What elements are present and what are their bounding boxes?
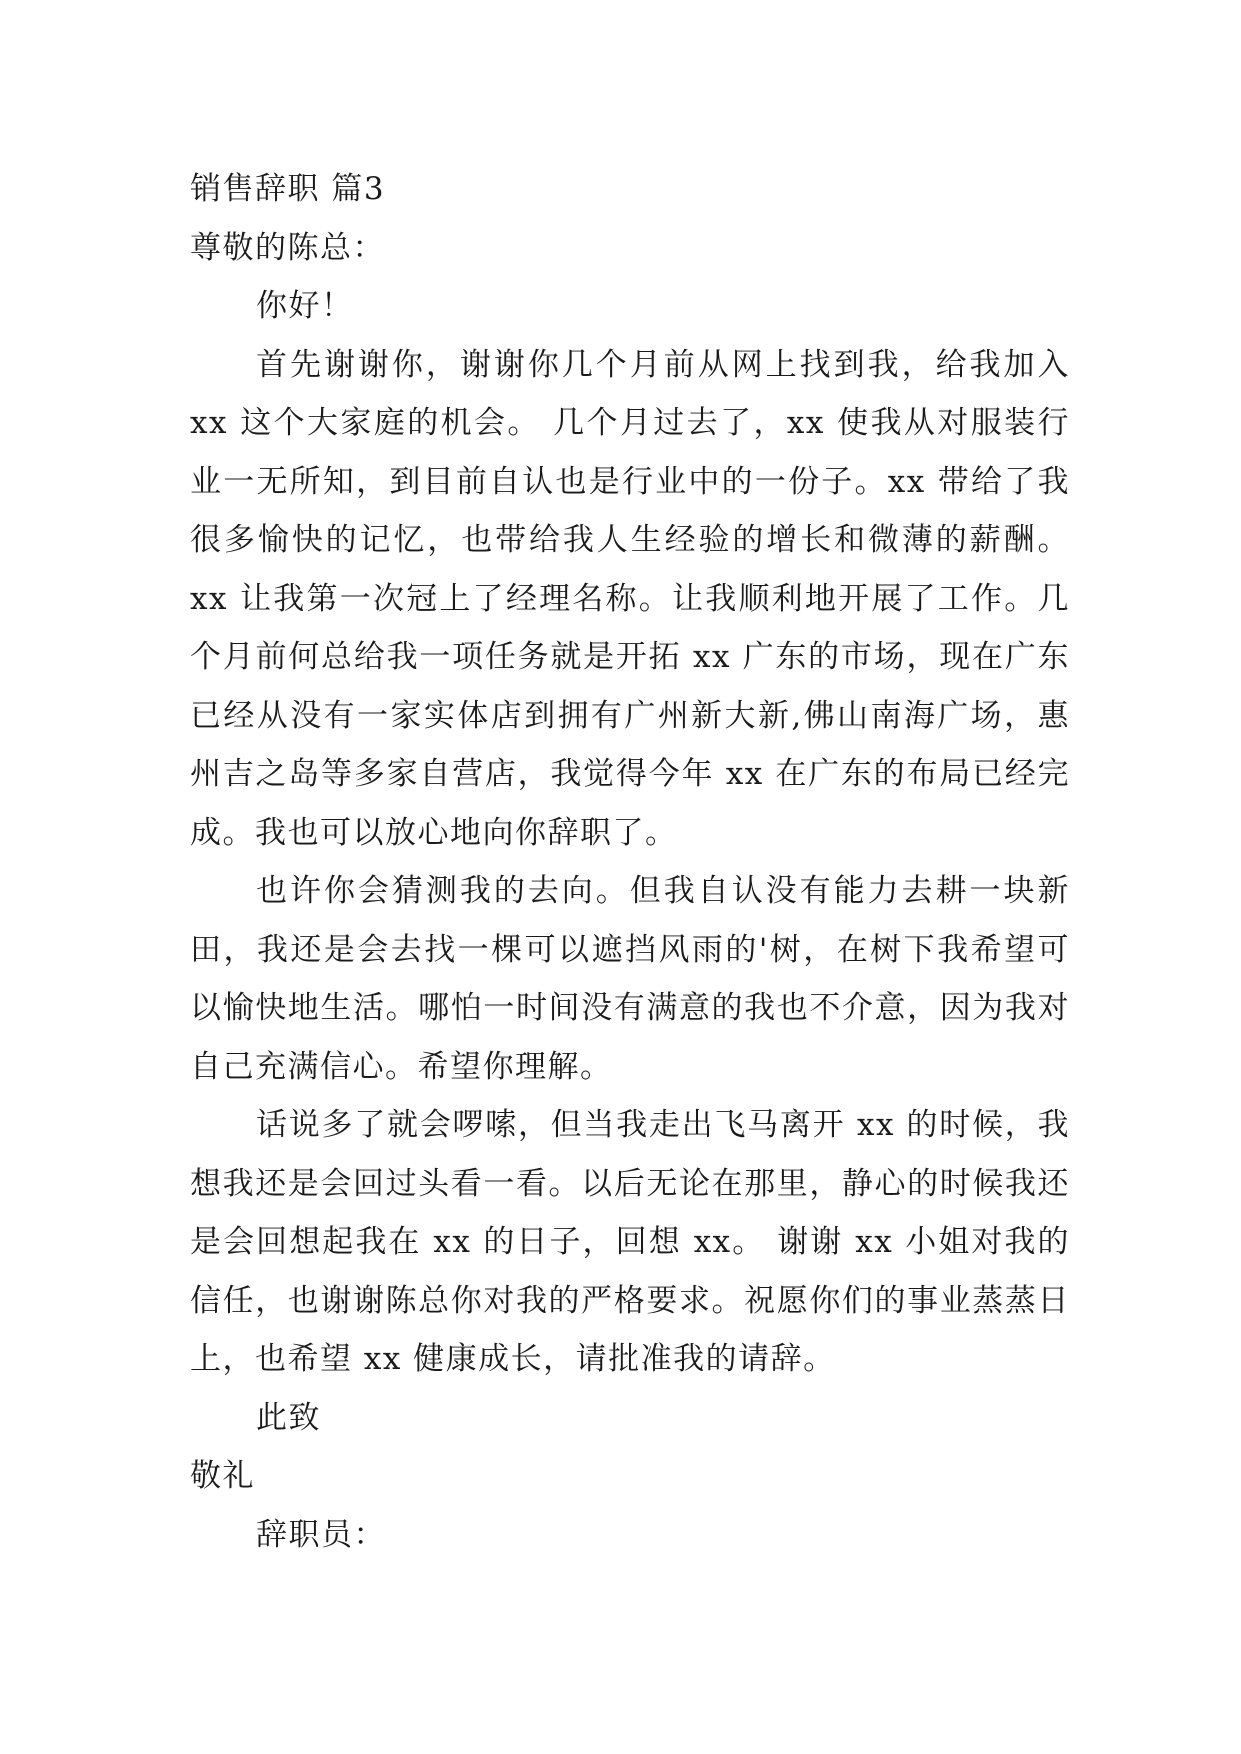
- letter-body: [190, 160, 1070, 1564]
- salutation: 尊敬的陈总：: [190, 229, 385, 266]
- regards: 敬礼: [190, 1458, 255, 1494]
- signature: 辞职员：: [256, 1516, 386, 1553]
- document-title: 销售辞职 篇3: [190, 171, 386, 207]
- greeting: 你好！: [256, 288, 354, 324]
- paragraph-1: 首先谢谢你，谢谢你几个月前从网上找到我，给我加入 xx 这个大家庭的机会。 几个月过去了，xx 使我从对服装行业一无所知，到目前自认也是行业中的一份子。xx 带给了我很多愉快的记忆，也带给我人生经验的增长和微薄的薪酬。xx 让我第一次冠上了经理名称。让我顺利地开展了工作。几个月前何总给我一项任务就是开拓 xx 广东的市场，现在广东已经从没有一家实体店到拥有广州新大新,佛山南海广场，惠州吉之岛等多家自营店，我觉得今年 xx 在广东的布局已经完成。我也可以放心地向你辞职了。: [190, 346, 1070, 851]
- paragraph-2: 也许你会猜测我的去向。但我自认没有能力去耕一块新田，我还是会去找一棵可以遮挡风雨的'树，在树下我希望可以愉快地生活。哪怕一时间没有满意的我也不介意，因为我对自己充满信心。希望你理解。: [190, 873, 1070, 1085]
- closing: 此致: [256, 1399, 321, 1436]
- paragraph-3: 话说多了就会啰嗦，但当我走出飞马离开 xx 的时候，我想我还是会回过头看一看。以后无论在那里，静心的时候我还是会回想起我在 xx 的日子，回想 xx。 谢谢 xx 小姐对我的信任，也谢谢陈总你对我的严格要求。祝愿你们的事业蒸蒸日上，也希望 xx 健康成长，请批准我的请辞。: [190, 1107, 1070, 1377]
